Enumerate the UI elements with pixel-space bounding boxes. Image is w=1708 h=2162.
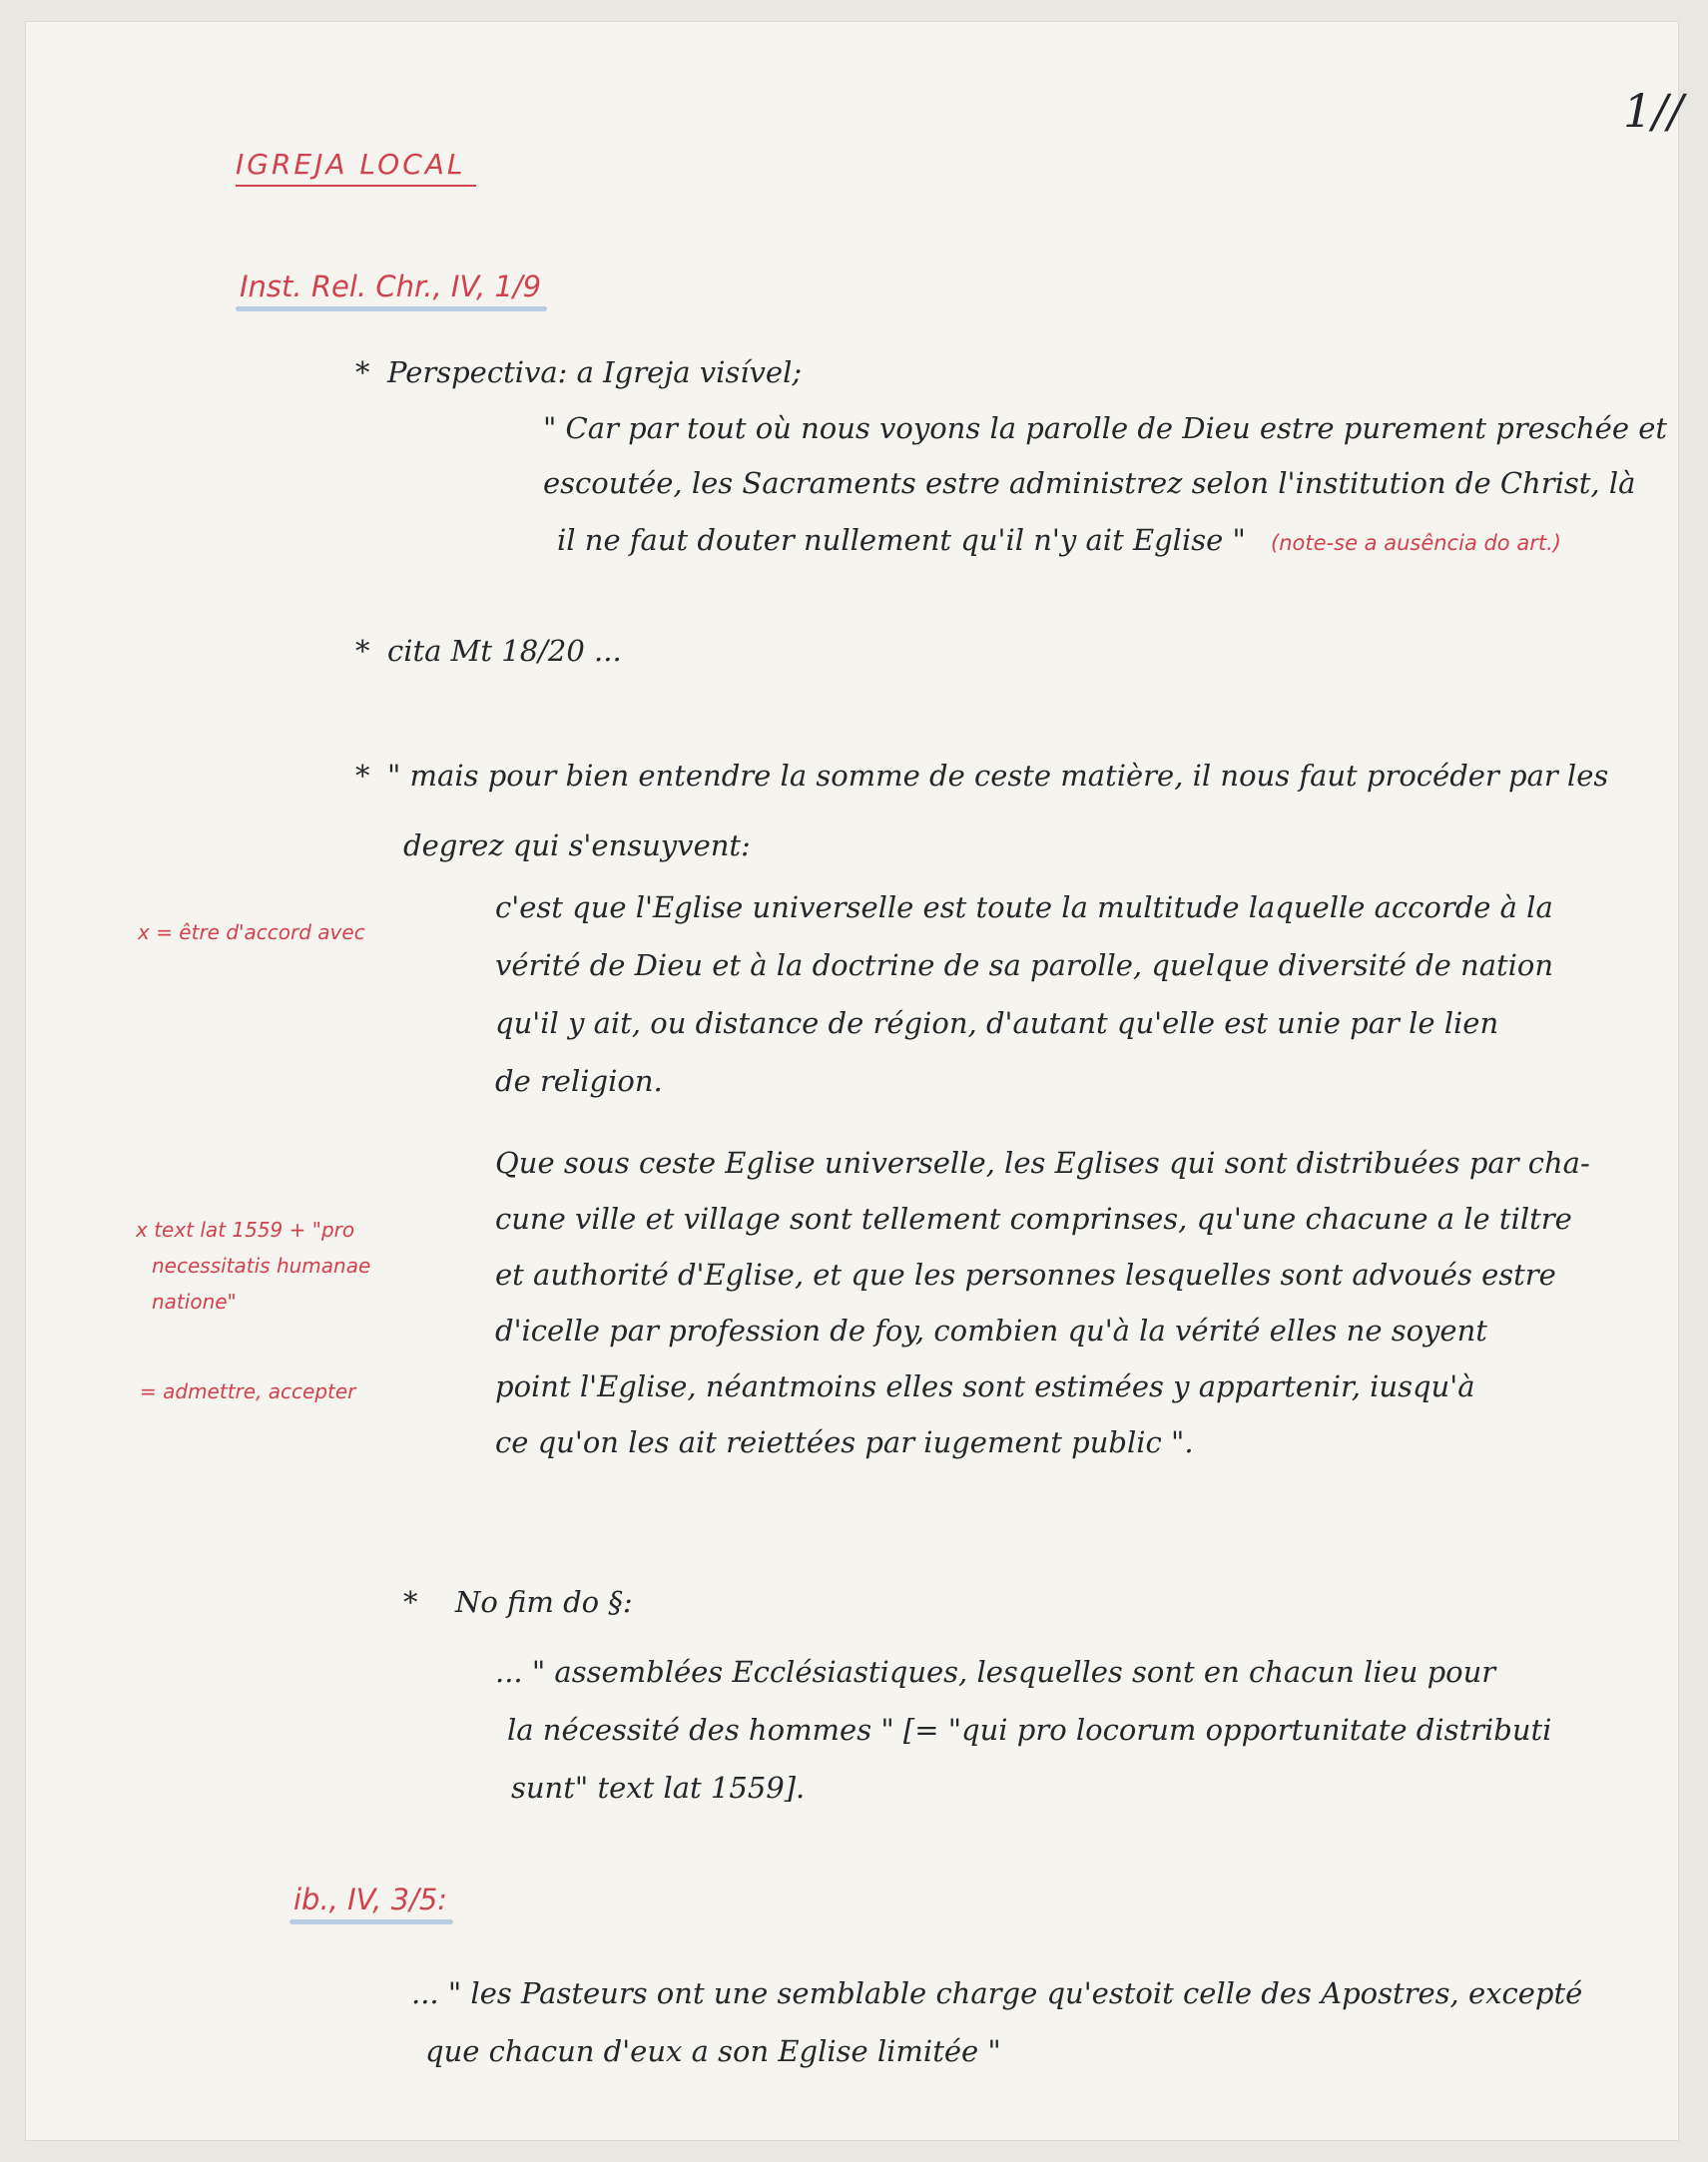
paragraph-line: la nécessité des hommes " [= "qui pro locorum opportunitate distributi (507, 1713, 1552, 1747)
heading-underline (236, 185, 476, 187)
asterisk-bullet-icon: * (355, 355, 370, 389)
asterisk-bullet-icon: * (403, 1585, 418, 1619)
quote-line: escoutée, les Sacraments estre administrez selon l'institution de Christ, là (543, 466, 1636, 500)
paragraph-line: et authorité d'Eglise, et que les personnes lesquelles sont advoués estre (495, 1258, 1556, 1292)
paragraph-line: ... " assemblées Ecclésiastiques, lesquelles sont en chacun lieu pour (495, 1655, 1496, 1689)
paragraph-line: d'icelle par profession de foy, combien qu'à la vérité elles ne soyent (495, 1314, 1487, 1348)
blue-highlight (289, 1919, 453, 1924)
item-no-fim (403, 1585, 633, 1619)
paragraph-line: cune ville et village sont tellement comprinses, qu'une chacune a le tiltre (495, 1202, 1572, 1236)
closing-line: que chacun d'eux a son Eglise limitée " (425, 2034, 1001, 2068)
page-heading (236, 148, 466, 181)
manuscript-page (26, 22, 1684, 2140)
item-no-fim-label: No fim do §: (455, 1585, 633, 1619)
item-perspectiva (355, 355, 802, 389)
margin-note: = admettre, accepter (140, 1379, 356, 1403)
paragraph-line: point l'Eglise, néantmoins elles sont estimées y appartenir, iusqu'à (495, 1369, 1475, 1403)
margin-note: x = être d'accord avec (138, 920, 365, 944)
heading-text: IGREJA LOCAL (236, 148, 466, 181)
reference-text: ib., IV, 3/5: (293, 1883, 448, 1916)
quote-line-text: il ne faut douter nullement qu'il n'y ait Eglise " (557, 523, 1246, 557)
margin-note: natione" (152, 1290, 237, 1314)
closing-line: ... " les Pasteurs ont une semblable charge qu'estoit celle des Apostres, excepté (411, 1976, 1583, 2010)
red-note: (note-se a ausência do art.) (1271, 531, 1561, 555)
paragraph-line: qu'il y ait, ou distance de région, d'autant qu'elle est unie par le lien (495, 1006, 1499, 1040)
paragraph-line: vérité de Dieu et à la doctrine de sa parolle, quelque diversité de nation (495, 948, 1554, 982)
page-number: 1// (1623, 84, 1684, 138)
paragraph-line: ce qu'on les ait reiettées par iugement public ". (495, 1425, 1194, 1459)
margin-note: necessitatis humanae (152, 1254, 371, 1278)
item-cita (355, 634, 622, 668)
paragraph-line: sunt" text lat 1559]. (511, 1771, 806, 1805)
quote-line (557, 523, 1561, 557)
paragraph-line: Que sous ceste Eglise universelle, les Eglises qui sont distribuées par cha- (495, 1146, 1590, 1180)
intro-line: " mais pour bien entendre la somme de ceste matière, il nous faut procéder par les (387, 759, 1609, 793)
item-cita-text: cita Mt 18/20 ... (387, 634, 622, 668)
asterisk-bullet-icon: * (355, 634, 370, 668)
item-perspectiva-label: Perspectiva: a Igreja visível; (387, 355, 803, 389)
reference-text: Inst. Rel. Chr., IV, 1/9 (240, 270, 542, 303)
reference-ibidem (293, 1883, 447, 1916)
intro-line: degrez qui s'ensuyvent: (403, 828, 751, 862)
paragraph-line: c'est que l'Eglise universelle est toute la multitude laquelle accorde à la (495, 890, 1553, 924)
margin-note: x text lat 1559 + "pro (136, 1218, 355, 1242)
quote-line: " Car par tout où nous voyons la parolle de Dieu estre purement preschée et (543, 411, 1668, 445)
blue-highlight (236, 306, 547, 311)
reference-institutes (240, 270, 541, 303)
item-quote-intro (355, 759, 1608, 793)
paragraph-line: de religion. (495, 1064, 663, 1098)
asterisk-bullet-icon: * (355, 759, 370, 793)
